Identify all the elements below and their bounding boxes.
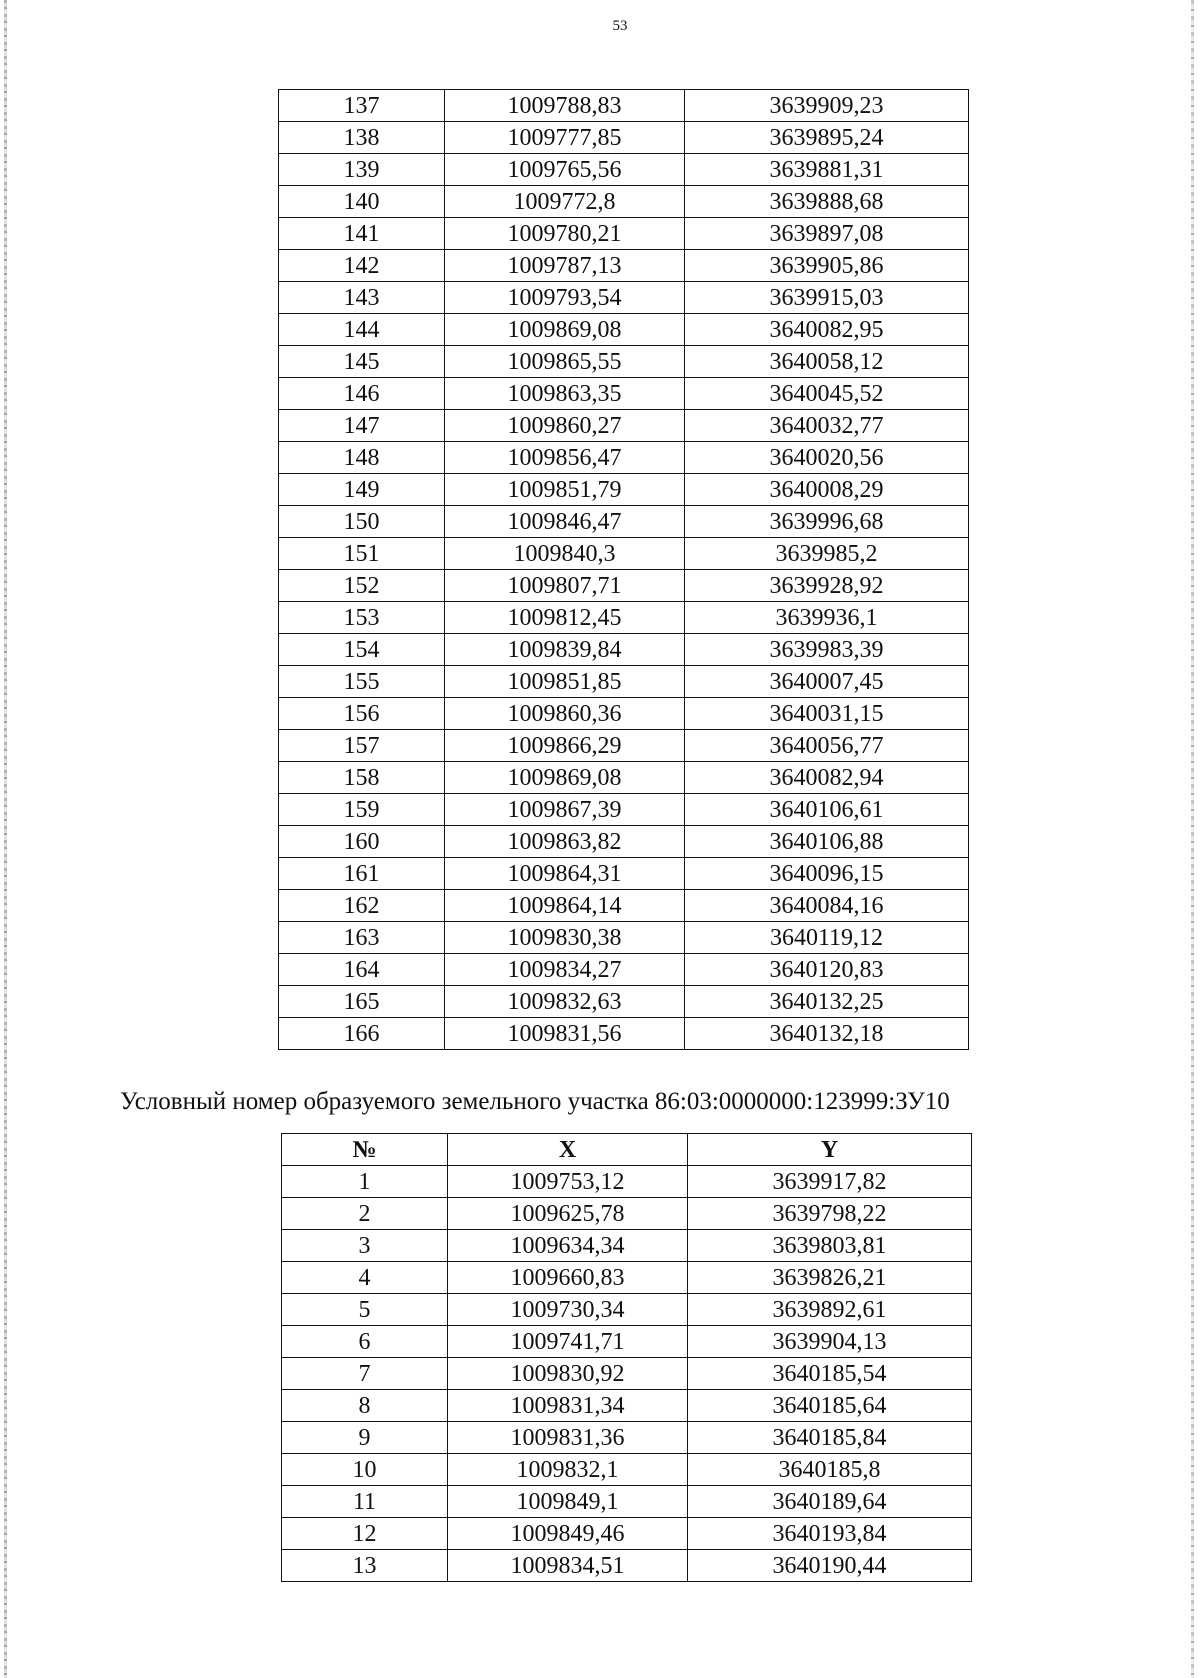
point-number-cell: 164 [279,954,445,986]
table-row [279,858,969,890]
table-row [282,1294,972,1326]
table-row [279,634,969,666]
point-number-cell: 8 [282,1390,448,1422]
x-coordinate-cell: 1009830,38 [445,922,685,954]
x-coordinate-cell: 1009866,29 [445,730,685,762]
y-coordinate-cell: 3639881,31 [685,154,969,186]
point-number-cell: 162 [279,890,445,922]
x-coordinate-cell: 1009860,27 [445,410,685,442]
x-coordinate-cell: 1009772,8 [445,186,685,218]
table-row [279,762,969,794]
x-coordinate-cell: 1009741,71 [448,1326,688,1358]
x-coordinate-cell: 1009625,78 [448,1198,688,1230]
table-row [282,1518,972,1550]
x-coordinate-cell: 1009730,34 [448,1294,688,1326]
y-coordinate-cell: 3639803,81 [688,1230,972,1262]
point-number-cell: 154 [279,634,445,666]
table-row [282,1390,972,1422]
x-coordinate-cell: 1009865,55 [445,346,685,378]
point-number-cell: 2 [282,1198,448,1230]
table-row [279,186,969,218]
header-y: Y [688,1134,972,1166]
point-number-cell: 157 [279,730,445,762]
y-coordinate-cell: 3639897,08 [685,218,969,250]
x-coordinate-cell: 1009831,34 [448,1390,688,1422]
table-row [279,154,969,186]
x-coordinate-cell: 1009851,85 [445,666,685,698]
x-coordinate-cell: 1009753,12 [448,1166,688,1198]
point-number-cell: 159 [279,794,445,826]
table-row [282,1166,972,1198]
coordinates-table-zu10 [281,1133,972,1582]
x-coordinate-cell: 1009812,45 [445,602,685,634]
table-row [279,474,969,506]
point-number-cell: 165 [279,986,445,1018]
header-number: № [282,1134,448,1166]
y-coordinate-cell: 3640185,84 [688,1422,972,1454]
x-coordinate-cell: 1009788,83 [445,90,685,122]
x-coordinate-cell: 1009787,13 [445,250,685,282]
table-row [279,218,969,250]
y-coordinate-cell: 3639905,86 [685,250,969,282]
table-row [279,410,969,442]
y-coordinate-cell: 3640032,77 [685,410,969,442]
coordinates-table-body [279,90,969,1050]
x-coordinate-cell: 1009849,46 [448,1518,688,1550]
x-coordinate-cell: 1009777,85 [445,122,685,154]
y-coordinate-cell: 3640120,83 [685,954,969,986]
y-coordinate-cell: 3640106,61 [685,794,969,826]
x-coordinate-cell: 1009851,79 [445,474,685,506]
point-number-cell: 138 [279,122,445,154]
point-number-cell: 4 [282,1262,448,1294]
x-coordinate-cell: 1009832,63 [445,986,685,1018]
table-row [279,698,969,730]
point-number-cell: 160 [279,826,445,858]
y-coordinate-cell: 3640119,12 [685,922,969,954]
table-row [279,954,969,986]
point-number-cell: 6 [282,1326,448,1358]
point-number-cell: 12 [282,1518,448,1550]
y-coordinate-cell: 3640189,64 [688,1486,972,1518]
x-coordinate-cell: 1009765,56 [445,154,685,186]
table-row [279,730,969,762]
point-number-cell: 151 [279,538,445,570]
x-coordinate-cell: 1009834,51 [448,1550,688,1582]
table-row [282,1262,972,1294]
table-row [282,1422,972,1454]
y-coordinate-cell: 3640193,84 [688,1518,972,1550]
y-coordinate-cell: 3640190,44 [688,1550,972,1582]
y-coordinate-cell: 3639895,24 [685,122,969,154]
y-coordinate-cell: 3639892,61 [688,1294,972,1326]
coordinates-table-body [282,1166,972,1582]
point-number-cell: 1 [282,1166,448,1198]
table-row [279,442,969,474]
x-coordinate-cell: 1009831,36 [448,1422,688,1454]
x-coordinate-cell: 1009830,92 [448,1358,688,1390]
x-coordinate-cell: 1009846,47 [445,506,685,538]
table-row [279,826,969,858]
point-number-cell: 144 [279,314,445,346]
table-row [279,538,969,570]
table-row [282,1326,972,1358]
y-coordinate-cell: 3640106,88 [685,826,969,858]
table-row [279,666,969,698]
header-x: X [448,1134,688,1166]
table-row [279,250,969,282]
point-number-cell: 142 [279,250,445,282]
x-coordinate-cell: 1009832,1 [448,1454,688,1486]
y-coordinate-cell: 3639909,23 [685,90,969,122]
y-coordinate-cell: 3639888,68 [685,186,969,218]
y-coordinate-cell: 3639915,03 [685,282,969,314]
x-coordinate-cell: 1009793,54 [445,282,685,314]
x-coordinate-cell: 1009834,27 [445,954,685,986]
y-coordinate-cell: 3640084,16 [685,890,969,922]
y-coordinate-cell: 3640132,25 [685,986,969,1018]
point-number-cell: 5 [282,1294,448,1326]
x-coordinate-cell: 1009831,56 [445,1018,685,1050]
point-number-cell: 11 [282,1486,448,1518]
x-coordinate-cell: 1009867,39 [445,794,685,826]
y-coordinate-cell: 3639904,13 [688,1326,972,1358]
table-row [282,1230,972,1262]
table-row [279,122,969,154]
land-plot-caption: Условный номер образуемого земельного участка 86:03:0000000:123999:ЗУ10 [120,1088,950,1115]
y-coordinate-cell: 3639936,1 [685,602,969,634]
y-coordinate-cell: 3639826,21 [688,1262,972,1294]
table-row [279,890,969,922]
scan-edge-right [1191,0,1194,1678]
x-coordinate-cell: 1009634,34 [448,1230,688,1262]
point-number-cell: 7 [282,1358,448,1390]
table-header-row [282,1134,972,1166]
x-coordinate-cell: 1009860,36 [445,698,685,730]
table-row [282,1198,972,1230]
point-number-cell: 137 [279,90,445,122]
table-row [279,1018,969,1050]
x-coordinate-cell: 1009863,82 [445,826,685,858]
point-number-cell: 145 [279,346,445,378]
point-number-cell: 150 [279,506,445,538]
y-coordinate-cell: 3640185,8 [688,1454,972,1486]
point-number-cell: 10 [282,1454,448,1486]
table-row [279,378,969,410]
y-coordinate-cell: 3640058,12 [685,346,969,378]
page-number: 53 [612,18,628,34]
y-coordinate-cell: 3639798,22 [688,1198,972,1230]
y-coordinate-cell: 3640007,45 [685,666,969,698]
point-number-cell: 146 [279,378,445,410]
point-number-cell: 148 [279,442,445,474]
point-number-cell: 9 [282,1422,448,1454]
x-coordinate-cell: 1009807,71 [445,570,685,602]
point-number-cell: 147 [279,410,445,442]
y-coordinate-cell: 3639985,2 [685,538,969,570]
y-coordinate-cell: 3640096,15 [685,858,969,890]
point-number-cell: 153 [279,602,445,634]
point-number-cell: 156 [279,698,445,730]
point-number-cell: 143 [279,282,445,314]
x-coordinate-cell: 1009780,21 [445,218,685,250]
x-coordinate-cell: 1009840,3 [445,538,685,570]
table-row [279,570,969,602]
scan-edge-left [4,0,7,1678]
y-coordinate-cell: 3640008,29 [685,474,969,506]
table-row [279,922,969,954]
x-coordinate-cell: 1009849,1 [448,1486,688,1518]
point-number-cell: 152 [279,570,445,602]
x-coordinate-cell: 1009864,14 [445,890,685,922]
table-row [282,1358,972,1390]
y-coordinate-cell: 3639917,82 [688,1166,972,1198]
point-number-cell: 163 [279,922,445,954]
y-coordinate-cell: 3640031,15 [685,698,969,730]
y-coordinate-cell: 3640056,77 [685,730,969,762]
y-coordinate-cell: 3640045,52 [685,378,969,410]
y-coordinate-cell: 3640082,94 [685,762,969,794]
point-number-cell: 141 [279,218,445,250]
point-number-cell: 140 [279,186,445,218]
table-row [279,90,969,122]
point-number-cell: 13 [282,1550,448,1582]
y-coordinate-cell: 3640185,54 [688,1358,972,1390]
point-number-cell: 155 [279,666,445,698]
table-row [279,794,969,826]
y-coordinate-cell: 3639928,92 [685,570,969,602]
table-row [279,314,969,346]
y-coordinate-cell: 3640132,18 [685,1018,969,1050]
x-coordinate-cell: 1009863,35 [445,378,685,410]
table-row [279,282,969,314]
x-coordinate-cell: 1009856,47 [445,442,685,474]
coordinates-table-continued [278,89,969,1050]
y-coordinate-cell: 3640082,95 [685,314,969,346]
point-number-cell: 149 [279,474,445,506]
table-row [282,1486,972,1518]
table-row [279,602,969,634]
x-coordinate-cell: 1009869,08 [445,762,685,794]
y-coordinate-cell: 3640020,56 [685,442,969,474]
point-number-cell: 139 [279,154,445,186]
x-coordinate-cell: 1009869,08 [445,314,685,346]
y-coordinate-cell: 3640185,64 [688,1390,972,1422]
x-coordinate-cell: 1009839,84 [445,634,685,666]
y-coordinate-cell: 3639983,39 [685,634,969,666]
point-number-cell: 161 [279,858,445,890]
table-row [282,1454,972,1486]
point-number-cell: 158 [279,762,445,794]
table-row [279,986,969,1018]
x-coordinate-cell: 1009864,31 [445,858,685,890]
point-number-cell: 3 [282,1230,448,1262]
table-row [279,346,969,378]
table-row [282,1550,972,1582]
x-coordinate-cell: 1009660,83 [448,1262,688,1294]
point-number-cell: 166 [279,1018,445,1050]
y-coordinate-cell: 3639996,68 [685,506,969,538]
table-row [279,506,969,538]
